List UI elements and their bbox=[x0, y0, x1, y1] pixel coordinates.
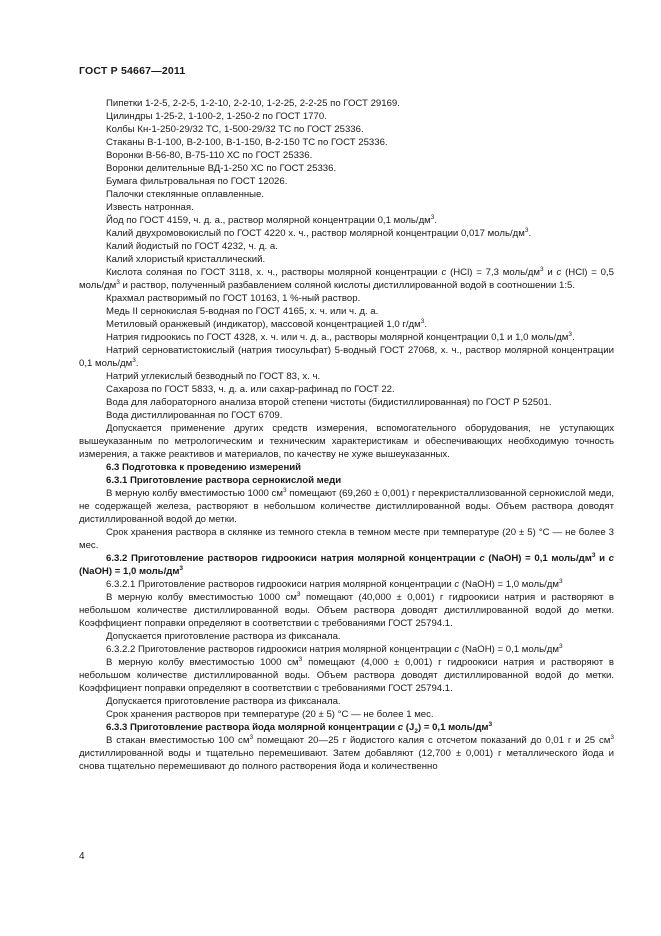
page-number: 4 bbox=[79, 851, 85, 862]
list-item: Цилиндры 1-25-2, 1-100-2, 1-250-2 по ГОСТ 1770. bbox=[106, 111, 327, 122]
paragraph-natrii-tiosulfat: Натрий серноватистокислый (натрия тиосульфат) 5-водный ГОСТ 27068, х. ч., раствор молярной концентрации 0,1 моль/$дм^3$. bbox=[79, 345, 614, 369]
paragraph-6-3-2-1-a: В мерную колбу вместимостью 1000 $см^3$ помещают (40,000 ± 0,001) г гидроокиси натрия и растворяют в небольшом количестве дистиллированной воды. Объем раствора доводят дистиллированной водой до метки. Коэффициент поправки определяют в соответствии с требованиями ГОСТ 25794.1. bbox=[79, 590, 614, 629]
document-body bbox=[79, 97, 614, 773]
paragraph-hcl: Кислота соляная по ГОСТ 3118, х. ч., растворы молярной концентрации c (HCl) = 7,3 моль/$дм^3$ и c (HCl) = 0,5 моль/$дм^3$ и раствор, полученный разбавлением соляной кислоты дистиллированной водой в соотношении 1:5. bbox=[79, 265, 615, 291]
list-item: Бумага фильтровальная по ГОСТ 12026. bbox=[106, 176, 288, 187]
paragraph-iod: Йод по ГОСТ 4159, ч. д. а., раствор молярной концентрации 0,1 моль/$дм^3$. bbox=[106, 213, 438, 226]
paragraph-kalii-dihromat: Калий двухромовокислый по ГОСТ 4220 х. ч., раствор молярной концентрации 0,017 моль/$дм^3$. bbox=[106, 226, 532, 239]
paragraph-metil-orange: Метиловый оранжевый (индикатор), массовой концентрацией 1,0 $г/дм^3$. bbox=[106, 317, 428, 330]
paragraph-voda-lab: Вода для лабораторного анализа второй степени чистоты (бидистиллированная) по ГОСТ Р 52501. bbox=[106, 397, 552, 408]
paragraph-fiksanal-1: Допускается приготовление раствора из фиксанала. bbox=[106, 631, 341, 642]
paragraph-dopuskaetsya: Допускается применение других средств измерения, вспомогательного оборудования, не уступающих вышеуказанным по метрологическим и техническим характеристикам и обеспечивающих необходимую точность измерения, а также реактивов и материалов, по качеству не хуже вышеуказанных. bbox=[79, 423, 614, 460]
paragraph-saharoza: Сахароза по ГОСТ 5833, ч. д. а. или сахар-рафинад по ГОСТ 22. bbox=[106, 384, 395, 395]
list-item: Пипетки 1-2-5, 2-2-5, 1-2-10, 2-2-10, 1-2-25, 2-2-25 по ГОСТ 29169. bbox=[106, 98, 400, 109]
paragraph-natria-gidrookis: Натрия гидроокись по ГОСТ 4328, х. ч. или ч. д. а., растворы молярной концентрации 0,1 и 1,0 моль/$дм^3$. bbox=[106, 330, 575, 343]
section-heading-6-3-3: 6.3.3 Приготовление раствора йода молярной концентрации c $(J_2) = 0,1$ моль/$дм^3$ bbox=[106, 720, 493, 735]
paragraph-6-3-2-2-a: В мерную колбу вместимостью 1000 $см^3$ помещают (4,000 ± 0,001) г гидроокиси натрия и растворяют в небольшом количестве дистиллированной воды. Объем раствора доводят дистиллированной водой до метки. Коэффициент поправки определяют в соответствии с требованиями ГОСТ 25794.1. bbox=[79, 655, 615, 694]
document-header: ГОСТ Р 54667—2011 bbox=[79, 65, 186, 77]
paragraph-6-3-1-a: В мерную колбу вместимостью 1000 $см^3$ помещают (69,260 ± 0,001) г перекристаллизованной сернокислой меди, не содержащей железа, растворяют в небольшом количестве дистиллированной воды. Объем раствора доводят дистиллированной водой до метки. bbox=[79, 486, 614, 525]
paragraph-6-3-3-a: В стакан вместимостью 100 $см^3$ помещают 20—25 г йодистого калия с отсчетом показаний до 0,01 г и 25 $см^3$ дистиллированной воды и тщательно перемешивают. Затем добавляют (12,700 ± 0,001) г металлического йода и снова тщательно перемешивают до полного растворения йода и количественно bbox=[79, 733, 614, 772]
section-heading-6-3-1: 6.3.1 Приготовление раствора сернокислой меди bbox=[106, 475, 342, 486]
list-item: Воронки В-56-80, В-75-110 ХС по ГОСТ 25336. bbox=[106, 150, 313, 161]
section-heading-6-3: 6.3 Подготовка к проведению измерений bbox=[106, 462, 302, 473]
list-item: Воронки делительные ВД-1-250 ХС по ГОСТ 25336. bbox=[106, 163, 337, 174]
paragraph-krahmal: Крахмал растворимый по ГОСТ 10163, 1 %-ный раствор. bbox=[106, 293, 361, 304]
paragraph-6-3-2-2: 6.3.2.2 Приготовление растворов гидроокиси натрия молярной концентрации c (NaOH) = 0,1 моль/$дм^3$ bbox=[106, 642, 563, 655]
paragraph-natrii-uglekislyi: Натрий углекислый безводный по ГОСТ 83, х. ч. bbox=[106, 371, 321, 382]
paragraph-6-3-1-b: Срок хранения раствора в склянке из темного стекла в темном месте при температуре (20 ± 5) °С — не более 3 мес. bbox=[79, 527, 614, 551]
list-item: Известь натронная. bbox=[106, 202, 194, 213]
list-item: Колбы Кн-1-250-29/32 ТС, 1-500-29/32 ТС по ГОСТ 25336. bbox=[106, 124, 364, 135]
paragraph-kalii-iodistyi: Калий йодистый по ГОСТ 4232, ч. д. а. bbox=[106, 241, 278, 252]
paragraph-6-3-2-1: 6.3.2.1 Приготовление растворов гидроокиси натрия молярной концентрации c (NaOH) = 1,0 моль/$дм^3$ bbox=[106, 577, 563, 590]
paragraph-kalii-hloristyi: Калий хлористый кристаллический. bbox=[106, 254, 266, 265]
paragraph-med: Медь II сернокислая 5-водная по ГОСТ 4165, х. ч. или ч. д. а. bbox=[106, 306, 379, 317]
paragraph-voda-dist: Вода дистиллированная по ГОСТ 6709. bbox=[106, 410, 283, 421]
paragraph-srok-hraneniya: Срок хранения растворов при температуре (20 ± 5) °С — не более 1 мес. bbox=[106, 709, 434, 720]
list-item: Палочки стеклянные оплавленные. bbox=[106, 189, 265, 200]
paragraph-fiksanal-2: Допускается приготовление раствора из фиксанала. bbox=[106, 696, 341, 707]
list-item: Стаканы В-1-100, В-2-100, В-1-150, В-2-150 ТС по ГОСТ 25336. bbox=[106, 137, 388, 148]
section-heading-6-3-2: 6.3.2 Приготовление растворов гидроокиси натрия молярной концентрации c (NaOH) = 0,1 моль/$дм^3$ и c (NaOH) = 1,0 моль/$дм^3$ bbox=[79, 551, 614, 577]
